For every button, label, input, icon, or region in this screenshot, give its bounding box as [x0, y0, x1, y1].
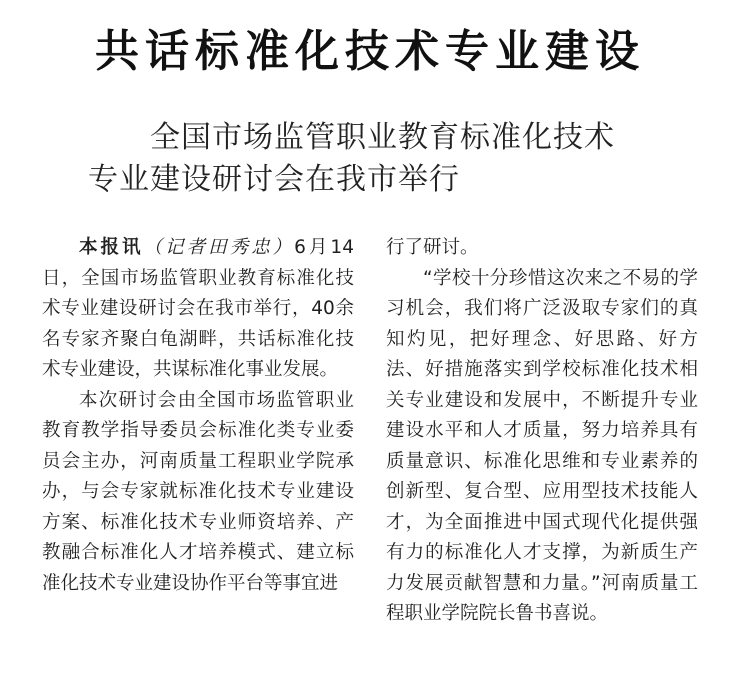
article-subhead-line-2: 专业建设研讨会在我市举行 — [88, 162, 460, 197]
article-subhead-line-1: 全国市场监管职业教育标准化技术 — [150, 120, 615, 155]
reporter-byline: （记者田秀忠） — [143, 237, 295, 258]
lead-label: 本报讯 — [79, 237, 144, 258]
paragraph-1-text: 6月14日，全国市场监管职业教育标准化技术专业建设研讨会在我市举行，40余名专家齐聚白龟湖畔，共话标准化技术专业建设，共谋标准化事业发展。 — [42, 237, 354, 380]
article-paragraph-2: 本次研讨会由全国市场监管职业教育教学指导委员会标准化类专业委员会主办，河南质量工程职业学院承办，与会专家就标准化技术专业建设方案、标准化技术专业师资培养、产教融合标准化人才培养模式、建立标准化技术专业建设协作平台等事宜进 — [42, 389, 354, 594]
article-headline: 共话标准化技术专业建设 — [95, 26, 645, 77]
article-paragraph-continuation: 行了研讨。 — [386, 237, 479, 258]
article-paragraph-lead — [42, 233, 354, 386]
article-column-right — [386, 233, 698, 630]
article-paragraph-quote: “学校十分珍惜这次来之不易的学习机会，我们将广泛汲取专家们的真知灼见，把好理念、好思路、好方法、好措施落实到学校标准化技术相关专业建设和发展中，不断提升专业建设水平和人才质量，努力培养具有质量意识、标准化思维和专业素养的创新型、复合型、应用型技术技能人才，为全面推进中国式现代化提供强有力的标准化人才支撑，为新质生产力发展贡献智慧和力量。”河南质量工程职业学院院长鲁书喜说。 — [386, 267, 698, 624]
article-column-left — [42, 233, 354, 599]
